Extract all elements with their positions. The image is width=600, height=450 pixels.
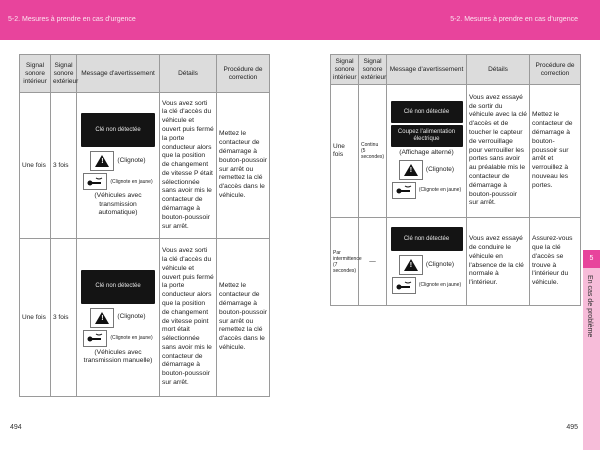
- table-row: [20, 93, 270, 239]
- key-icon: [396, 185, 412, 195]
- warn-label: (Clignote): [117, 313, 146, 321]
- table-row: [331, 85, 581, 218]
- warning-light-box: [399, 255, 423, 275]
- key-row: [389, 182, 464, 199]
- warning-triangle-icon: !: [95, 155, 109, 167]
- page-number-right: 495: [566, 424, 578, 431]
- warn-row: [79, 308, 157, 328]
- warning-table-right: [330, 54, 581, 306]
- warn-label: (Clignote): [117, 157, 146, 165]
- col-signal-ext: Signal sonore extérieur: [359, 55, 387, 85]
- col-signal-ext: Signal sonore extérieur: [51, 55, 77, 93]
- message-cell: [77, 239, 160, 397]
- screen-text: Clé non détectée: [403, 235, 450, 242]
- warning-table-left: [19, 54, 270, 397]
- signal-int: Par intermittence (7 secondes): [331, 218, 359, 306]
- warning-triangle-icon: !: [95, 312, 109, 324]
- signal-int: Une fois: [20, 93, 51, 239]
- procedure-cell: Assurez-vous que la clé d'accès se trouve à l'intérieur du véhicule.: [530, 218, 581, 306]
- chapter-number-tab: 5: [583, 250, 600, 268]
- message-cell: [387, 85, 467, 218]
- display-screen: [391, 101, 463, 123]
- key-light-box: [392, 277, 416, 294]
- screen-text: Clé non détectée: [403, 108, 450, 115]
- table-row: [20, 239, 270, 397]
- key-row: [79, 173, 157, 190]
- key-light-box: [392, 182, 416, 199]
- procedure-cell: Mettez le contacteur de démarrage à bouton-poussoir sur arrêt ou remettez la clé d'accès dans le véhicule.: [217, 239, 270, 397]
- col-procedure: Procédure de correction: [530, 55, 581, 85]
- details-cell: Vous avez sorti la clé d'accès du véhicule et ouvert puis fermé la porte conducteur alors que la position de changement de vitesse point mort était sélectionnée sans avoir mis le contacteur de démarrage à bouton-poussoir sur arrêt.: [160, 239, 217, 397]
- col-signal-int: Signal sonore intérieur: [331, 55, 359, 85]
- col-message: Message d'avertissement: [387, 55, 467, 85]
- col-signal-int: Signal sonore intérieur: [20, 55, 51, 93]
- key-light-box: [83, 173, 107, 190]
- warn-row: [389, 255, 464, 275]
- key-label: (Clignote en jaune): [418, 282, 462, 289]
- header-right: 5-2. Mesures à prendre en cas d'urgence: [450, 16, 578, 23]
- table-row: [331, 218, 581, 306]
- signal-ext: 3 fois: [51, 239, 77, 397]
- warning-triangle-icon: !: [404, 164, 418, 176]
- warn-label: (Clignote): [425, 260, 455, 268]
- procedure-cell: Mettez le contacteur de démarrage à bouton-poussoir sur arrêt et verrouillez à nouveau les portes.: [530, 85, 581, 218]
- alternating-note: (Affichage alterné): [399, 149, 454, 157]
- vehicle-note: (Véhicules avec transmission automatique): [94, 192, 142, 217]
- signal-int: Une fois: [20, 239, 51, 397]
- col-message: Message d'avertissement: [77, 55, 160, 93]
- message-cell: [77, 93, 160, 239]
- chapter-label: En cas de problème: [586, 275, 593, 338]
- key-row: [389, 277, 464, 294]
- key-icon: [87, 177, 103, 187]
- warn-row: [79, 151, 157, 171]
- vehicle-note: (Véhicules avec transmission manuelle): [83, 348, 153, 364]
- col-procedure: Procédure de correction: [217, 55, 270, 93]
- warning-triangle-icon: !: [404, 259, 418, 271]
- key-light-box: [83, 330, 107, 347]
- signal-int: Une fois: [331, 85, 359, 218]
- warn-label: (Clignote): [425, 165, 455, 173]
- procedure-cell: Mettez le contacteur de démarrage à bouton-poussoir sur arrêt ou remettez la clé d'accès dans le véhicule.: [217, 93, 270, 239]
- col-details: Détails: [467, 55, 530, 85]
- key-label: (Clignote en jaune): [110, 334, 153, 341]
- page-number-left: 494: [10, 424, 22, 431]
- display-screen: [81, 113, 155, 147]
- details-cell: Vous avez sorti la clé d'accès du véhicule et ouvert puis fermé la porte conducteur alors que la position de changement de vitesse P était sélectionnée sans avoir mis le contacteur de démarrage à bouton-poussoir sur arrêt.: [160, 93, 217, 239]
- screen-text-alt: Coupez l'alimentation électrique: [397, 129, 456, 143]
- key-label: (Clignote en jaune): [418, 187, 462, 193]
- details-cell: Vous avez essayé de sortir du véhicule avec la clé d'accès et de toucher le capteur de verrouillage pour verrouiller les portes sans avoir au préalable mis le contacteur de démarrage à bouton-poussoir sur arrêt.: [467, 85, 530, 218]
- signal-ext: Continu (5 secondes): [359, 85, 387, 218]
- screen-text: Clé non détectée: [95, 126, 141, 133]
- page-gutter: [294, 40, 306, 450]
- details-cell: Vous avez essayé de conduire le véhicule en l'absence de la clé normale à l'intérieur.: [467, 218, 530, 306]
- col-details: Détails: [160, 55, 217, 93]
- signal-ext: 3 fois: [51, 93, 77, 239]
- header-left: 5-2. Mesures à prendre en cas d'urgence: [8, 16, 136, 23]
- key-icon: [87, 333, 103, 343]
- warning-light-box: [90, 151, 114, 171]
- display-screen: [81, 270, 155, 304]
- key-row: [79, 330, 157, 347]
- key-icon: [396, 281, 412, 291]
- warning-light-box: [399, 160, 423, 180]
- warn-row: [389, 160, 464, 180]
- key-label: (Clignote en jaune): [110, 178, 153, 185]
- warning-light-box: [90, 308, 114, 328]
- display-screen: [391, 227, 463, 251]
- screen-text: Clé non détectée: [95, 283, 141, 290]
- signal-ext: —: [359, 218, 387, 306]
- message-cell: [387, 218, 467, 306]
- display-screen-alt: [391, 125, 463, 147]
